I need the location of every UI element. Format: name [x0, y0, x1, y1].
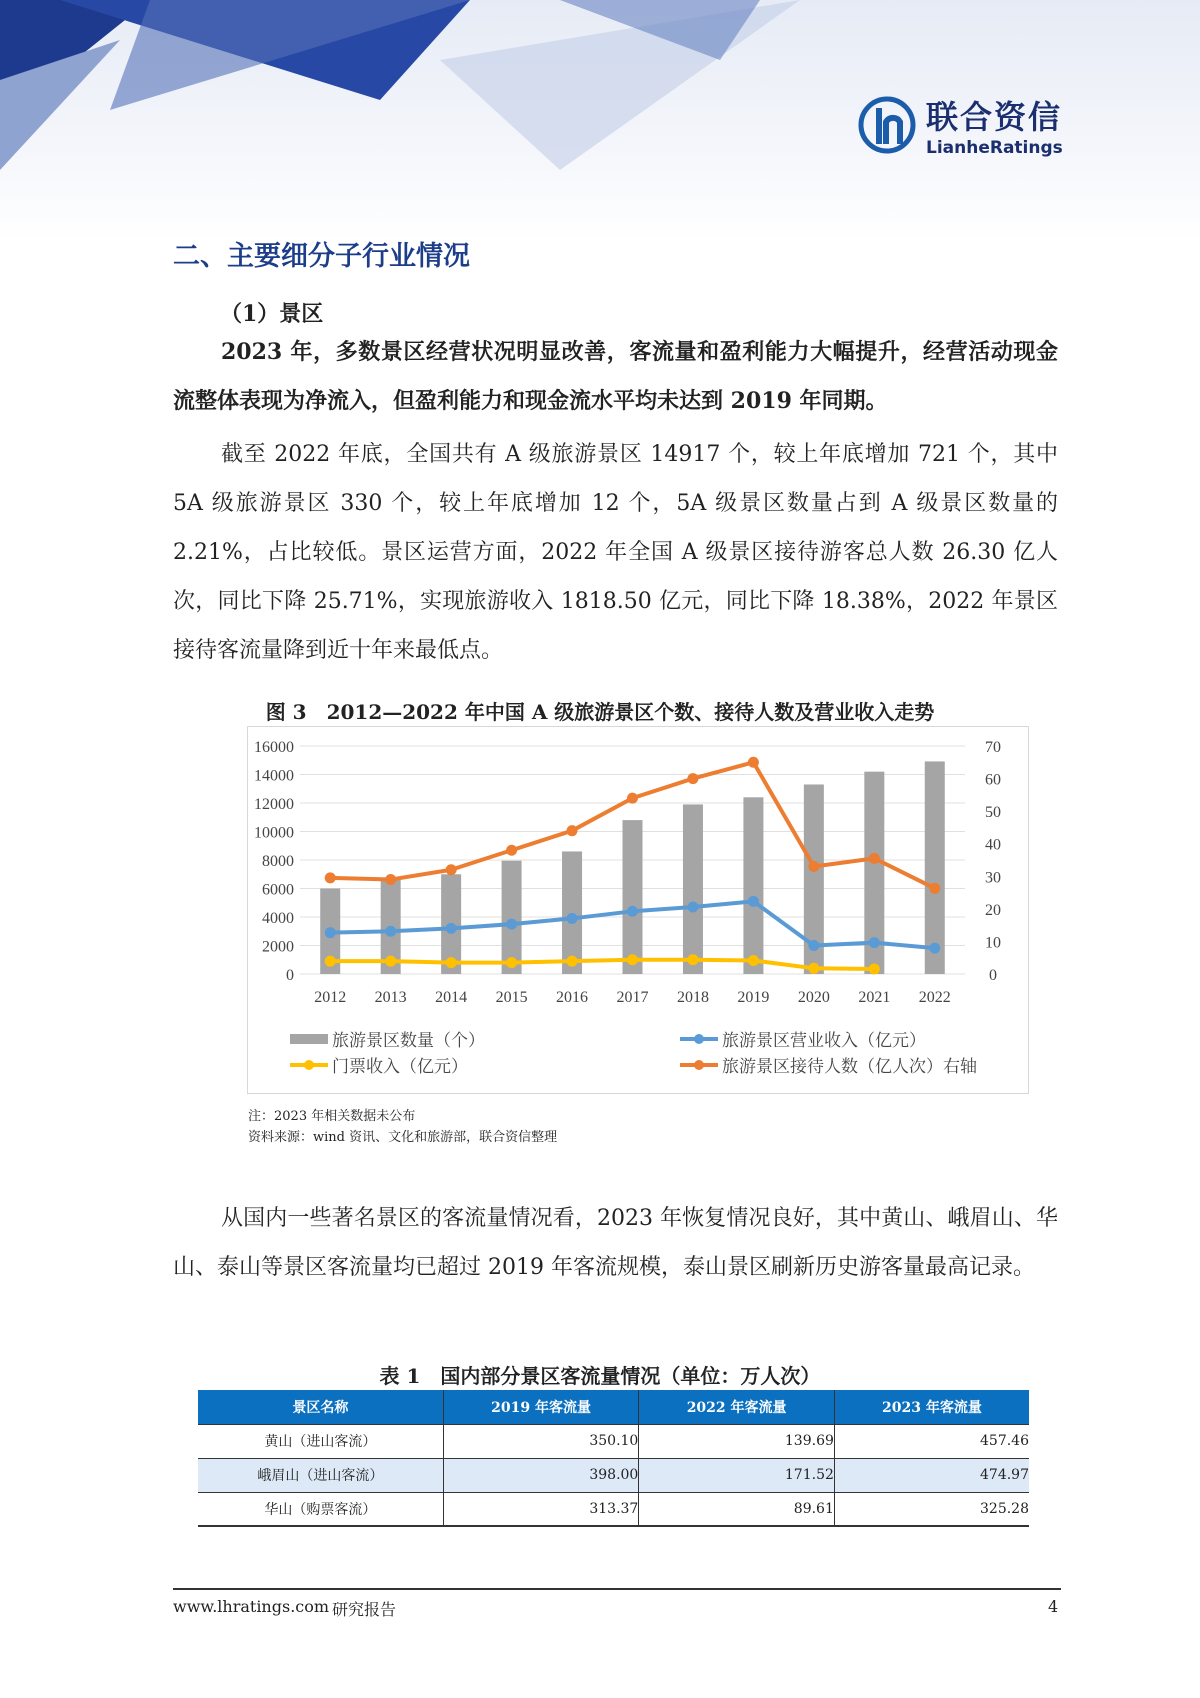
y-tick-label: 2000: [262, 938, 294, 956]
footer-divider: [173, 1588, 1061, 1590]
y2-tick-label: 60: [985, 771, 1001, 789]
cell: 457.46: [834, 1424, 1029, 1458]
data-point: [325, 956, 336, 967]
legend-label: 旅游景区数量（个）: [332, 1031, 485, 1051]
cell: 黄山（进山客流）: [198, 1424, 443, 1458]
x-tick-label: 2013: [374, 989, 407, 1006]
bar: [683, 804, 703, 974]
legend-label: 旅游景区营业收入（亿元）: [722, 1031, 926, 1051]
cell: 139.69: [639, 1424, 835, 1458]
y2-tick-label: 40: [985, 836, 1001, 854]
legend-swatch: [290, 1034, 328, 1044]
logo-text-cn: 联合资信: [926, 98, 1063, 136]
y2-tick-label: 0: [989, 967, 997, 984]
table-row: [198, 1424, 1029, 1458]
logo-text-en: LianheRatings: [926, 138, 1063, 158]
bar: [623, 820, 643, 974]
data-point: [869, 937, 880, 948]
data-point: [687, 773, 698, 784]
y-tick-label: 16000: [254, 739, 294, 756]
x-tick-label: 2012: [314, 989, 347, 1006]
y-tick-label: 12000: [254, 796, 294, 813]
cell: 325.28: [834, 1492, 1029, 1526]
y-tick-label: 4000: [262, 910, 294, 927]
cell: 474.97: [834, 1458, 1029, 1492]
data-point: [567, 956, 578, 967]
x-tick-label: 2016: [556, 989, 589, 1006]
table-header: 2019 年客流量: [443, 1390, 639, 1424]
table-title: 表 1 国内部分景区客流量情况（单位：万人次）: [379, 1364, 821, 1388]
summary-paragraph: 2023 年，多数景区经营状况明显改善，客流量和盈利能力大幅提升，经营活动现金流整体表现为净流入，但盈利能力和现金流水平均未达到 2019 年同期。: [173, 339, 1058, 414]
data-point: [687, 954, 698, 965]
chart-source: 资料来源：wind 资讯、文化和旅游部，联合资信整理: [248, 1130, 558, 1145]
series-line: [330, 960, 874, 969]
data-point: [567, 913, 578, 924]
data-point: [325, 927, 336, 938]
x-tick-label: 2015: [495, 989, 528, 1006]
body-paragraph-2: 从国内一些著名景区的客流量情况看，2023 年恢复情况良好，其中黄山、峨眉山、华山、泰山等景区客流量均已超过 2019 年客流规模，泰山景区刷新历史游客量最高记录。: [173, 1206, 1058, 1280]
data-point: [627, 954, 638, 965]
data-point: [808, 861, 819, 872]
data-point: [748, 955, 759, 966]
data-point: [385, 874, 396, 885]
y2-tick-label: 10: [985, 934, 1001, 952]
table-header: 景区名称: [198, 1390, 443, 1424]
data-point: [446, 864, 457, 875]
y2-tick-label: 30: [985, 869, 1001, 887]
y2-tick-label: 50: [985, 804, 1001, 822]
data-point: [627, 906, 638, 917]
page-number: 4: [1048, 1597, 1059, 1616]
bar: [743, 797, 763, 974]
data-point: [446, 923, 457, 934]
bar: [562, 851, 582, 974]
data-point: [808, 940, 819, 951]
data-point: [929, 943, 940, 954]
chart-title: 图 3 2012—2022 年中国 A 级旅游景区个数、接待人数及营业收入走势: [265, 700, 935, 724]
x-tick-label: 2021: [858, 989, 891, 1006]
data-point: [869, 853, 880, 864]
bar: [925, 761, 945, 974]
subsection-title: （1）景区: [220, 301, 324, 327]
data-point: [869, 964, 880, 975]
cell: 峨眉山（进山客流）: [198, 1458, 443, 1492]
footer-doc-type: 研究报告: [332, 1600, 397, 1619]
footer-site-link[interactable]: www.lhratings.com: [173, 1597, 330, 1616]
data-point: [446, 957, 457, 968]
data-point: [929, 883, 940, 894]
data-point: [506, 845, 517, 856]
y-tick-label: 0: [286, 967, 294, 984]
chart-note: 注：2023 年相关数据未公布: [248, 1109, 416, 1124]
legend-label: 旅游景区接待人数（亿人次）右轴: [722, 1057, 977, 1077]
legend-marker: [694, 1060, 704, 1070]
data-point: [808, 963, 819, 974]
y2-tick-label: 20: [985, 901, 1001, 919]
data-point: [506, 957, 517, 968]
data-point: [385, 956, 396, 967]
visitor-table: [198, 1390, 1029, 1527]
x-tick-label: 2014: [435, 989, 468, 1006]
data-point: [567, 825, 578, 836]
y-tick-label: 8000: [262, 853, 294, 870]
table-header: 2022 年客流量: [639, 1390, 835, 1424]
section-title: 二、主要细分子行业情况: [173, 241, 470, 272]
legend-marker: [304, 1060, 314, 1070]
y-tick-label: 10000: [254, 824, 294, 842]
y-tick-label: 14000: [254, 767, 294, 785]
x-tick-label: 2017: [616, 989, 649, 1006]
table-row: [198, 1458, 1029, 1492]
cell: 350.10: [443, 1424, 639, 1458]
cell: 89.61: [639, 1492, 835, 1526]
data-point: [687, 902, 698, 913]
cell: 398.00: [443, 1458, 639, 1492]
y2-tick-label: 70: [985, 739, 1001, 756]
data-point: [748, 757, 759, 768]
body-paragraph-1: 截至 2022 年底，全国共有 A 级旅游景区 14917 个，较上年底增加 721 个，其中 5A 级旅游景区 330 个，较上年底增加 12 个，5A 级景区数量占到 A 级景区数量的 2.21%，占比较低。景区运营方面，2022 年全国 A 级景区接待游客总人数 26.30 亿人次，同比下降 25.71%，实现旅游收入 1818.50 亿元，同比下降 18.38%，2022 年景区接待客流量降到近十年来最低点。: [173, 442, 1058, 663]
x-tick-label: 2020: [797, 989, 830, 1006]
x-tick-label: 2022: [918, 989, 951, 1006]
data-point: [748, 896, 759, 907]
y-tick-label: 6000: [262, 881, 294, 899]
data-point: [506, 919, 517, 930]
legend-label: 门票收入（亿元）: [332, 1057, 468, 1077]
cell: 171.52: [639, 1458, 835, 1492]
table-header: 2023 年客流量: [834, 1390, 1029, 1424]
legend-marker: [694, 1034, 704, 1044]
x-tick-label: 2018: [676, 989, 709, 1006]
data-point: [385, 926, 396, 937]
cell: 313.37: [443, 1492, 639, 1526]
data-point: [325, 872, 336, 883]
x-tick-label: 2019: [737, 989, 770, 1006]
bar: [502, 861, 522, 974]
data-point: [627, 793, 638, 804]
cell: 华山（购票客流）: [198, 1492, 443, 1526]
table-row: [198, 1492, 1029, 1526]
